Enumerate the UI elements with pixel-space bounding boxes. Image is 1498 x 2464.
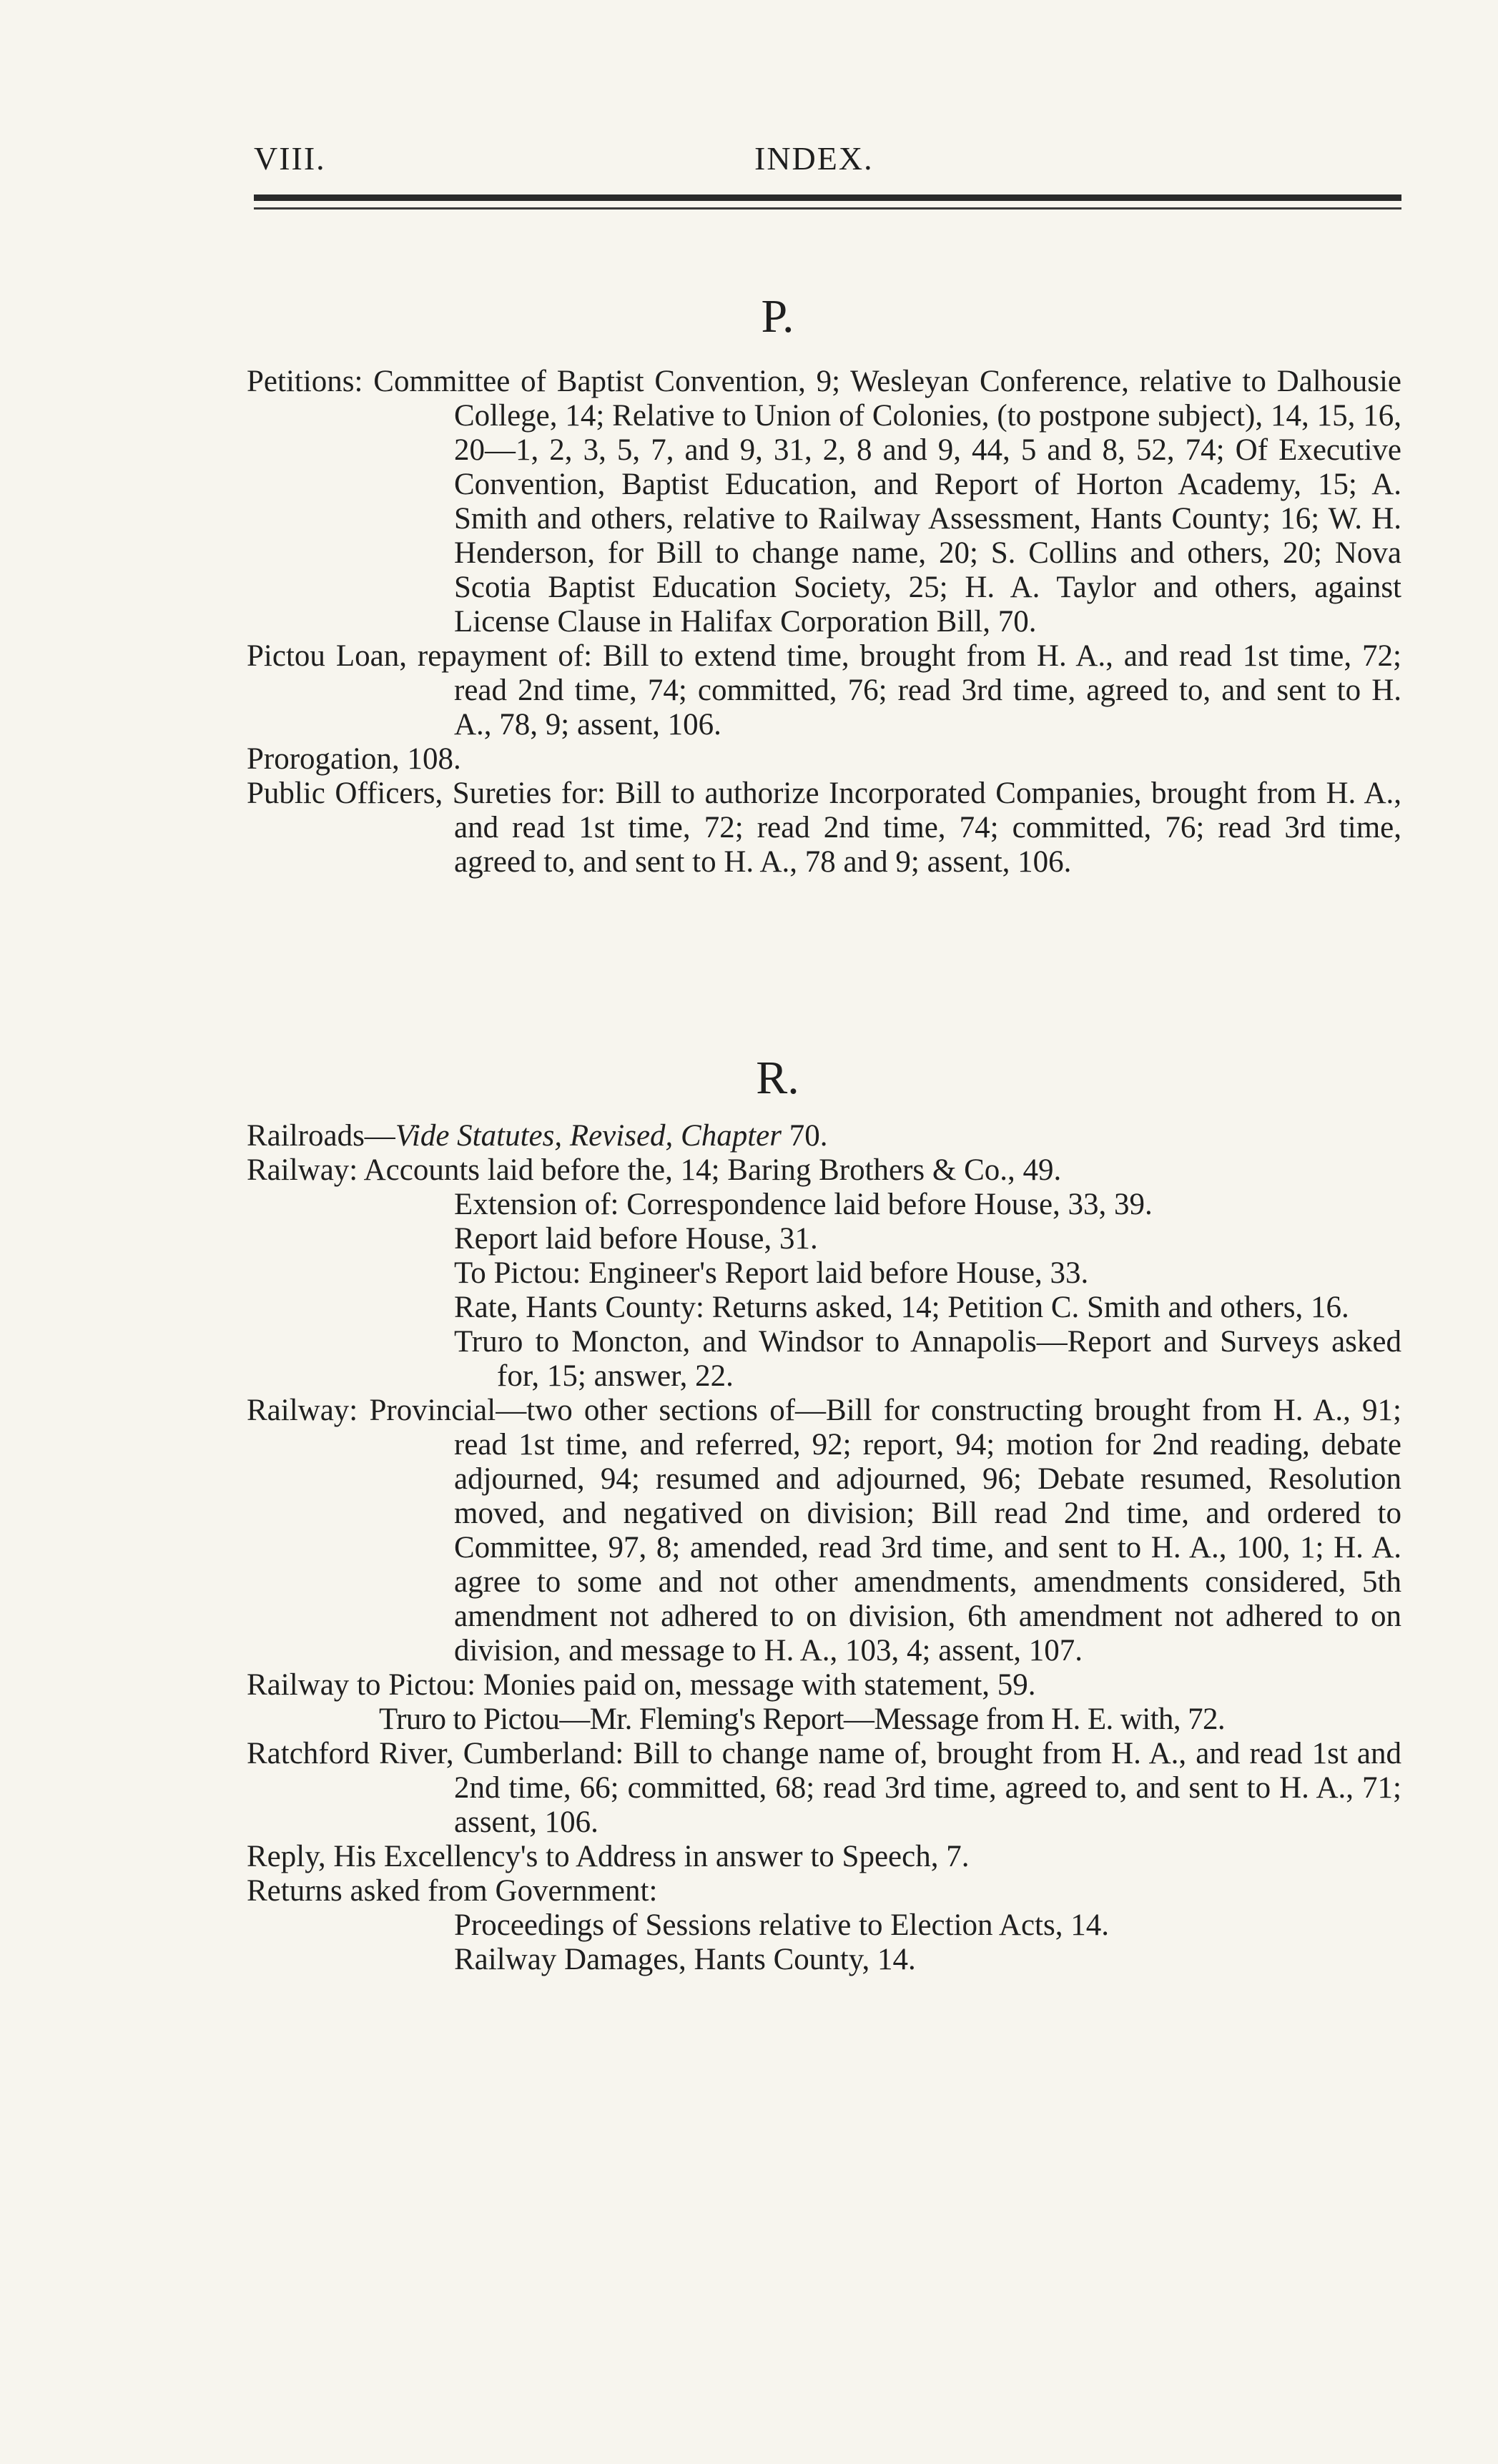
subentry-truro-moncton: Truro to Moncton, and Windsor to Annapolis—Report and Surveys asked for, 15; answer, 22. bbox=[454, 1325, 1401, 1393]
returns-subentries bbox=[247, 1908, 1401, 1977]
index-entry-truro-to-pictou: Truro to Pictou—Mr. Fleming's Report—Message from H. E. with, 72. bbox=[379, 1702, 1226, 1736]
section-r-entries bbox=[247, 1119, 1401, 1977]
section-p-entries bbox=[247, 365, 1401, 879]
railroads-label: Railroads— bbox=[247, 1119, 395, 1153]
page-title: INDEX. bbox=[754, 140, 874, 177]
header-rule-thick bbox=[254, 194, 1401, 201]
section-letter-r: R. bbox=[756, 1052, 799, 1104]
index-entry-railway-provincial: Railway: Provincial—two other sections of—Bill for constructing brought from H. A., 91; read 1st time, and referred, 92; report, 94; motion for 2nd reading, debate adjourned, 94; resumed and adjourned, 96; Debate resumed, Resolution moved, and negatived on division; Bill read 2nd time, and ordered to Committee, 97, 8; amended, read 3rd time, and sent to H. A., 100, 1; H. A. agree to some and not other amendments, amendments considered, 5th amendment not adhered to on division, 6th amendment not adhered to on division, and message to H. A., 103, 4; assent, 107. bbox=[247, 1394, 1401, 1667]
subentry-to-pictou: To Pictou: Engineer's Report laid before House, 33. bbox=[454, 1256, 1089, 1290]
index-entry-railway-to-pictou: Railway to Pictou: Monies paid on, message with statement, 59. bbox=[247, 1668, 1036, 1702]
index-entry-petitions: Petitions: Committee of Baptist Convention, 9; Wesleyan Conference, relative to Dalhousie College, 14; Relative to Union of Colonies, (to postpone subject), 14, 15, 16, 20—1, 2, 3, 5, 7, and 9, 31, 2, 8 and 9, 44, 5 and 8, 52, 74; Of Executive Convention, Baptist Education, and Report of Horton Academy, 15; A. Smith and others, relative to Railway Assessment, Hants County; 16; W. H. Henderson, for Bill to change name, 20; S. Collins and others, 20; Nova Scotia Baptist Education Society, 25; H. A. Taylor and others, against License Clause in Halifax Corporation Bill, 70. bbox=[247, 365, 1401, 639]
index-entry-reply: Reply, His Excellency's to Address in answer to Speech, 7. bbox=[247, 1840, 970, 1873]
index-entry-pictou-loan: Pictou Loan, repayment of: Bill to extend time, brought from H. A., and read 1st time, 72; read 2nd time, 74; committed, 76; read 3rd time, agreed to, and sent to H. A., 78, 9; assent, 106. bbox=[247, 639, 1401, 741]
index-entry-railway-accounts: Railway: Accounts laid before the, 14; Baring Brothers & Co., 49. bbox=[247, 1153, 1062, 1187]
index-entry-public-officers: Public Officers, Sureties for: Bill to authorize Incorporated Companies, brought from H. A., and read 1st time, 72; read 2nd time, 74; committed, 76; read 3rd time, agreed to, and sent to H. A., 78 and 9; assent, 106. bbox=[247, 777, 1401, 879]
index-entry-prorogation: Prorogation, 108. bbox=[247, 742, 461, 776]
railroads-vide: Vide Statutes, Revised, Chapter bbox=[395, 1119, 782, 1153]
subentry-proceedings: Proceedings of Sessions relative to Election Acts, 14. bbox=[454, 1908, 1109, 1942]
index-entry-ratchford-river: Ratchford River, Cumberland: Bill to change name of, brought from H. A., and read 1st and 2nd time, 66; committed, 68; read 3rd time, agreed to, and sent to H. A., 71; assent, 106. bbox=[247, 1737, 1401, 1839]
railway-subentries bbox=[247, 1188, 1401, 1394]
subentry-rate-hants: Rate, Hants County: Returns asked, 14; Petition C. Smith and others, 16. bbox=[454, 1291, 1349, 1324]
index-entry-returns: Returns asked from Government: bbox=[247, 1874, 658, 1908]
subentry-railway-damages: Railway Damages, Hants County, 14. bbox=[454, 1943, 916, 1976]
page-number: VIII. bbox=[254, 140, 326, 177]
section-letter-p: P. bbox=[761, 290, 794, 343]
header-rule-thin bbox=[254, 207, 1401, 210]
subentry-report: Report laid before House, 31. bbox=[454, 1222, 818, 1256]
railroads-chapter: 70. bbox=[781, 1119, 828, 1153]
index-entry-railroads bbox=[247, 1119, 1401, 1153]
running-head bbox=[254, 139, 1401, 182]
subentry-extension: Extension of: Correspondence laid before House, 33, 39. bbox=[454, 1188, 1153, 1221]
